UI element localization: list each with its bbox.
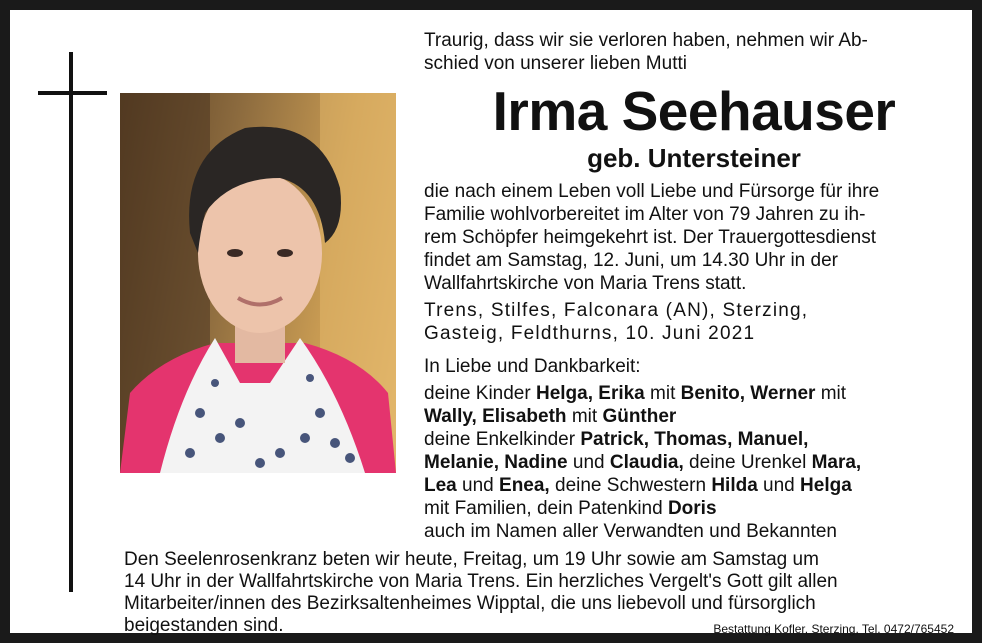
family-names: Lea	[424, 475, 457, 496]
family-line	[424, 451, 964, 474]
family-line	[424, 474, 964, 497]
family-line	[424, 520, 964, 543]
rosary-line: 14 Uhr in der Wallfahrtskirche von Maria Trens. Ein herzliches Vergelt's Gott gilt allen	[124, 571, 838, 592]
family-line	[424, 382, 964, 405]
birth-name: geb. Untersteiner	[587, 143, 801, 173]
family-text: deine Schwestern	[549, 475, 712, 496]
undertaker-credit: Bestattung Kofler, Sterzing, Tel. 0472/765452	[713, 622, 954, 636]
family-names: Helga, Erika	[535, 383, 645, 404]
deceased-name: Irma Seehauser	[492, 80, 896, 142]
family-list	[424, 382, 964, 543]
family-text: mit	[644, 383, 681, 404]
place-date	[424, 299, 964, 345]
family-line	[424, 428, 964, 451]
family-names: Helga	[800, 475, 852, 496]
place-date-line: Trens, Stilfes, Falconara (AN), Sterzing,	[424, 300, 809, 321]
family-text: mit	[815, 383, 847, 404]
announcement-text	[424, 180, 964, 295]
family-names: Hilda	[711, 475, 758, 496]
family-text: auch im Namen aller Verwandten und Bekannten	[424, 521, 837, 542]
family-names: Günther	[602, 406, 677, 427]
intro-line: schied von unserer lieben Mutti	[424, 53, 687, 74]
family-text: und	[567, 452, 610, 473]
rosary-line: Den Seelenrosenkranz beten wir heute, Freitag, um 19 Uhr sowie am Samstag um	[124, 549, 819, 570]
family-names: Wally, Elisabeth	[424, 406, 567, 427]
rosary-line: Mitarbeiter/innen des Bezirksaltenheimes Wipptal, die uns liebevoll und fürsorglich	[124, 593, 816, 614]
family-text: deine Urenkel	[683, 452, 812, 473]
family-text: mit	[566, 406, 603, 427]
family-names: Melanie, Nadine	[424, 452, 568, 473]
cross-icon-bar	[38, 91, 107, 95]
family-names: Doris	[667, 498, 717, 519]
obituary-page	[10, 10, 972, 636]
announcement-line: Familie wohlvorbereitet im Alter von 79 Jahren zu ih-	[424, 204, 866, 225]
intro-line: Traurig, dass wir sie verloren haben, nehmen wir Ab-	[424, 30, 868, 51]
announcement-line: rem Schöpfer heimgekehrt ist. Der Trauergottesdienst	[424, 227, 876, 248]
family-names: Claudia,	[609, 452, 684, 473]
family-text: deine Enkelkinder	[424, 429, 581, 450]
place-date-line: Gasteig, Feldthurns, 10. Juni 2021	[424, 323, 756, 344]
intro-text	[424, 29, 964, 75]
cross-icon	[69, 52, 73, 592]
announcement-line: Wallfahrtskirche von Maria Trens statt.	[424, 273, 747, 294]
family-line	[424, 405, 964, 428]
announcement-line: die nach einem Leben voll Liebe und Fürsorge für ihre	[424, 181, 880, 202]
thanks-line: In Liebe und Dankbarkeit:	[424, 356, 641, 377]
rosary-line: beigestanden sind.	[124, 615, 284, 636]
family-text: mit Familien, dein Patenkind	[424, 498, 668, 519]
family-names: Enea,	[499, 475, 550, 496]
family-names: Patrick, Thomas, Manuel,	[580, 429, 809, 450]
portrait-photo	[120, 93, 396, 473]
family-text: und	[757, 475, 801, 496]
family-text: deine Kinder	[424, 383, 536, 404]
family-names: Benito, Werner	[680, 383, 816, 404]
announcement-line: findet am Samstag, 12. Juni, um 14.30 Uhr in der	[424, 250, 838, 271]
family-text: und	[456, 475, 500, 496]
family-line	[424, 497, 964, 520]
family-names: Mara,	[811, 452, 862, 473]
